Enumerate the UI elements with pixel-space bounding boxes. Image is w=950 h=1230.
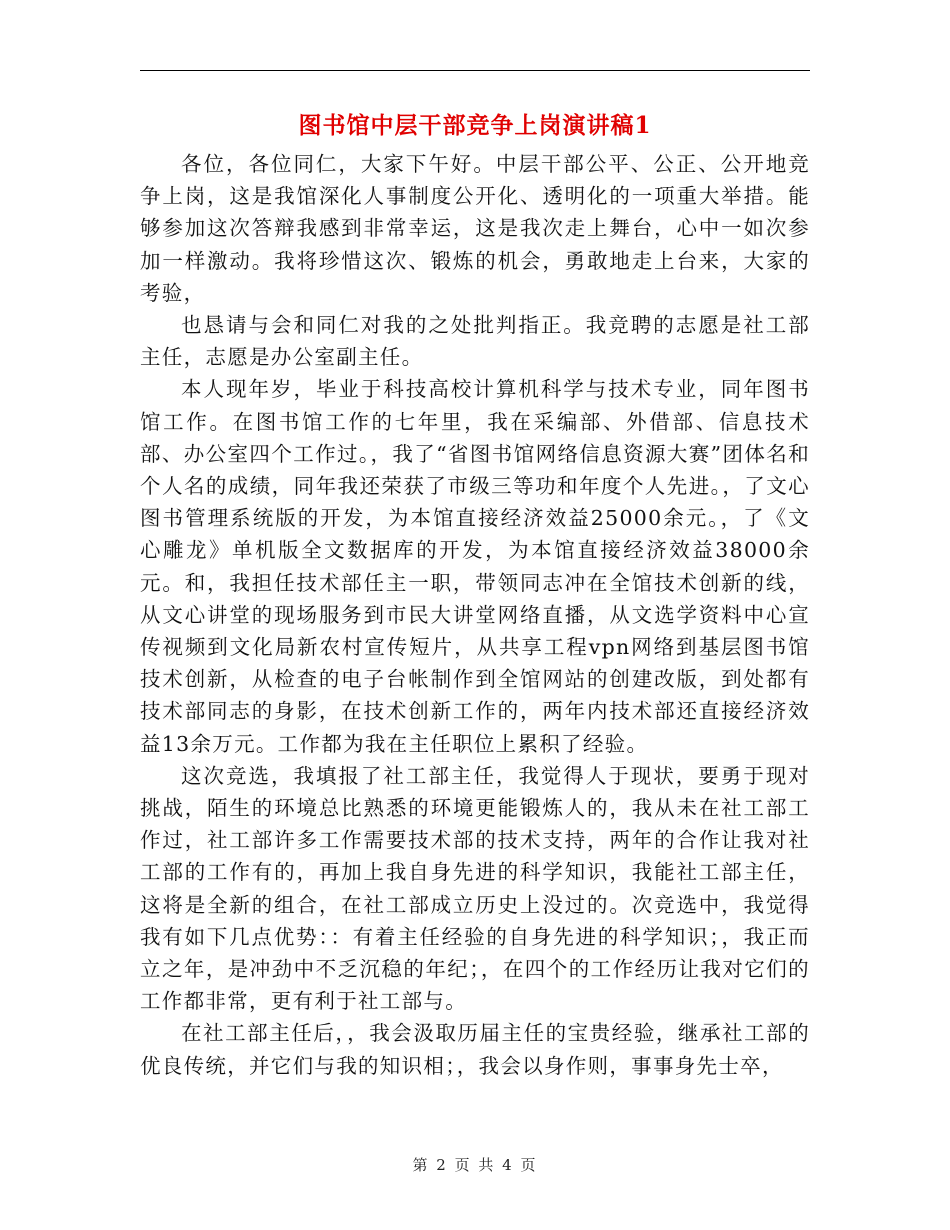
- paragraph-plans: 在社工部主任后，，我会汲取历届主任的宝贵经验，继承社工部的优良传统，并它们与我的知识相；，我会以身作则，事事身先士卒，: [140, 1021, 810, 1078]
- header-rule: [140, 70, 810, 71]
- page-number-footer: 第 2 页 共 4 页: [412, 1156, 538, 1174]
- paragraph-background: 本人现年岁，毕业于科技高校计算机科学与技术专业，同年图书馆工作。在图书馆工作的七年里，我在采编部、外借部、信息技术部、办公室四个工作过。，我了“省图书馆网络信息资源大赛”团体名和个人名的成绩，同年我还荣获了市级三等功和年度个人先进。，了文心图书管理系统版的开发，为本馆直接经济效益25000余元。，了《文心雕龙》单机版全文数据库的开发，为本馆直接经济效益38000余元。和，我担任技术部任主一职，带领同志冲在全馆技术创新的线，从文心讲堂的现场服务到市民大讲堂网络直播，从文选学资料中心宣传视频到文化局新农村宣传短片，从共享工程vpn网络到基层图书馆技术创新，从检查的电子台帐制作到全馆网站的创建改版，到处都有技术部同志的身影，在技术创新工作的，两年内技术部还直接经济效益13余万元。工作都为我在主任职位上累积了经验。: [140, 377, 810, 756]
- document-title: 图书馆中层干部竞争上岗演讲稿1: [298, 112, 652, 139]
- document-body: [140, 148, 810, 1082]
- paragraph-greeting: 各位，各位同仁，大家下午好。中层干部公平、公正、公开地竞争上岗，这是我馆深化人事制度公开化、透明化的一项重大举措。能够参加这次答辩我感到非常幸运，这是我次走上舞台，心中一如次参加一样激动。我将珍惜这次、锻炼的机会，勇敢地走上台来，大家的考验，: [140, 152, 810, 305]
- paragraph-advantages: 这次竞选，我填报了社工部主任，我觉得人于现状，要勇于现对挑战，陌生的环境总比熟悉的环境更能锻炼人的，我从未在社工部工作过，社工部许多工作需要技术部的技术支持，两年的合作让我对社工部的工作有的，再加上我自身先进的科学知识，我能社工部主任，这将是全新的组合，在社工部成立历史上没过的。次竞选中，我觉得我有如下几点优势：：有着主任经验的自身先进的科学知识；，我正而立之年，是冲劲中不乏沉稳的年纪；，在四个的工作经历让我对它们的工作都非常，更有利于社工部与。: [140, 763, 810, 1014]
- paragraph-application: 也恳请与会和同仁对我的之处批判指正。我竞聘的志愿是社工部主任，志愿是办公室副主任。: [140, 313, 810, 370]
